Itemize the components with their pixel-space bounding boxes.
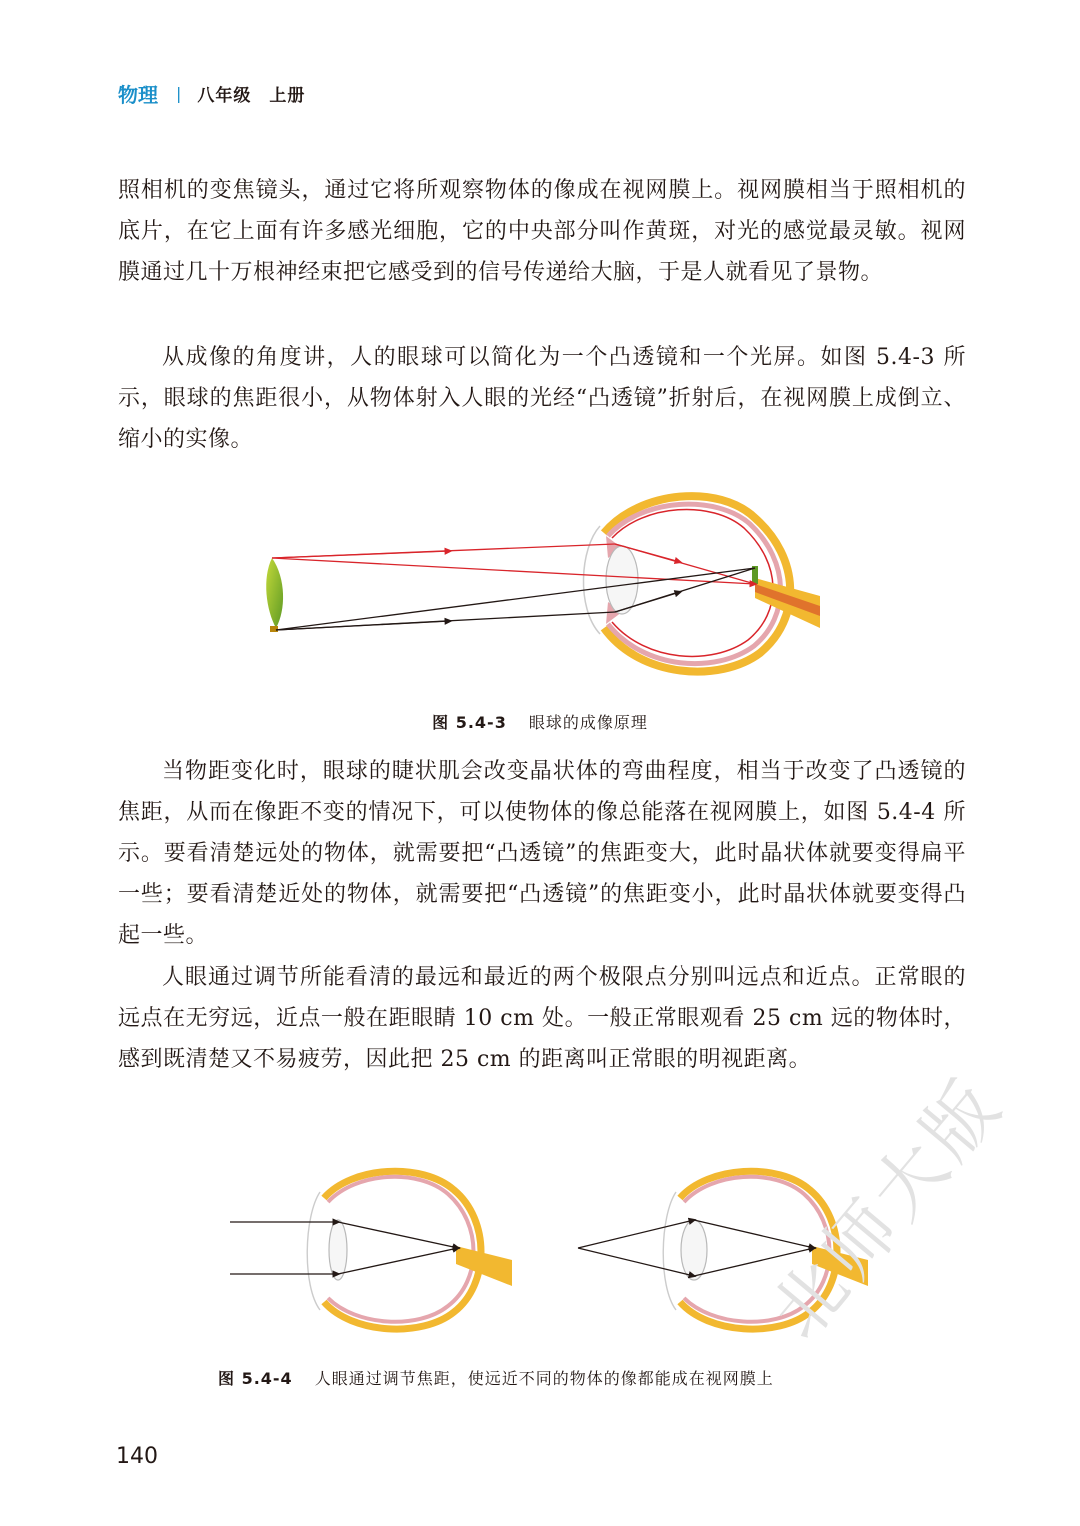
- eye-imaging-diagram: [250, 478, 830, 688]
- figure1-title: 眼球的成像原理: [528, 713, 648, 732]
- header-separator: |: [176, 83, 182, 103]
- figure2-caption: [218, 1366, 774, 1389]
- figure2-title: 人眼通过调节焦距，使远近不同的物体的像都能成在视网膜上: [314, 1369, 774, 1388]
- paragraph-near-far-point: 人眼通过调节所能看清的最远和最近的两个极限点分别叫远点和近点。正常眼的远点在无穷远，近点一般在距眼睛 10 cm 处。一般正常眼观看 25 cm 远的物体时，感到既清楚又不易疲劳，因此把 25 cm 的距离叫正常眼的明视距离。: [118, 965, 966, 1072]
- figure1-number: 图 5.4-3: [432, 713, 507, 732]
- object-leaf: [266, 558, 283, 628]
- grade-label: 八年级 上册: [197, 85, 306, 106]
- running-header: [118, 76, 305, 110]
- eyeball-shape: [583, 496, 820, 671]
- figure1-caption: [0, 710, 1080, 733]
- paragraph-retina: 照相机的变焦镜头，通过它将所观察物体的像成在视网膜上。视网膜相当于照相机的底片，在它上面有许多感光细胞，它的中央部分叫作黄斑，对光的感觉最灵敏。视网膜通过几十万根神经束把它感受到的信号传递给大脑，于是人就看见了景物。: [118, 178, 966, 285]
- paragraph-imaging: 从成像的角度讲，人的眼球可以简化为一个凸透镜和一个光屏。如图 5.4-3 所示，眼球的焦距很小，从物体射入人眼的光经“凸透镜”折射后，在视网膜上成倒立、缩小的实像。: [118, 345, 966, 452]
- paragraph-accommodation: 当物距变化时，眼球的睫状肌会改变晶状体的弯曲程度，相当于改变了凸透镜的焦距，从而在像距不变的情况下，可以使物体的像总能落在视网膜上，如图 5.4-4 所示。要看清楚远处的物体，就需要把“凸透镜”的焦距变大，此时晶状体就要变得扁平一些；要看清楚近处的物体，就需要把“凸透镜”的焦距变小，此时晶状体就要变得凸起一些。: [118, 759, 966, 948]
- figure2-number: 图 5.4-4: [218, 1369, 293, 1388]
- publisher-watermark: 北师大版: [754, 1061, 1020, 1355]
- page-number: 140: [116, 1444, 158, 1469]
- subject-title: 物理: [118, 82, 158, 107]
- eye-distant-view: [230, 1171, 512, 1329]
